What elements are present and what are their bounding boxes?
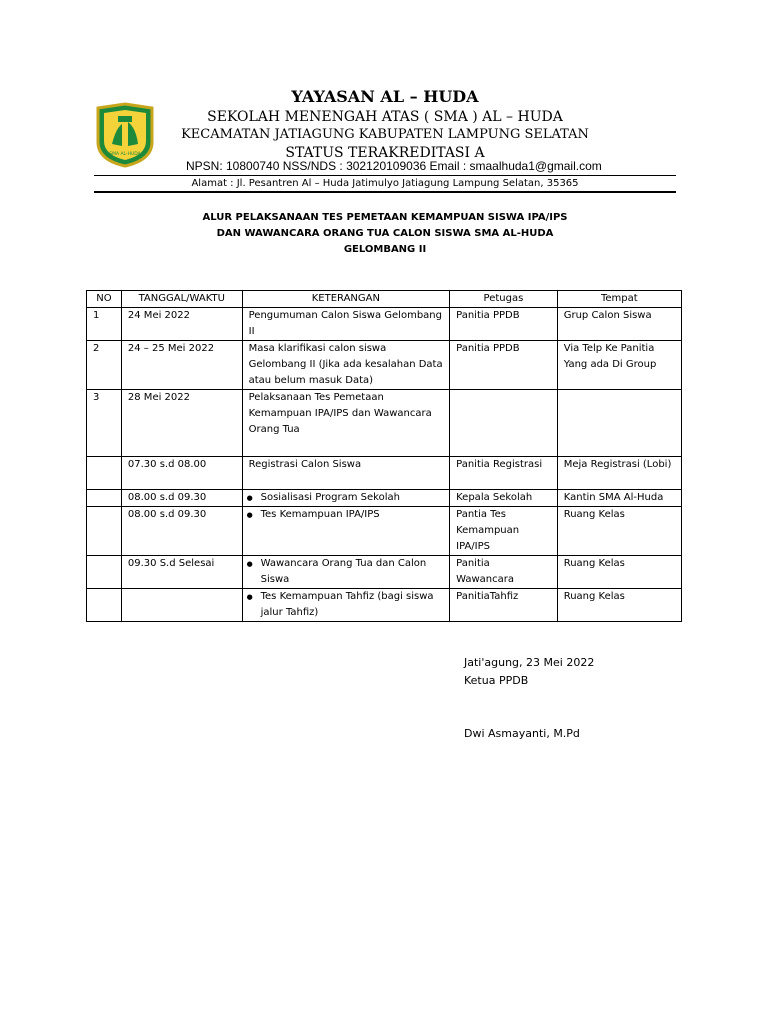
cell-no: 1 — [87, 308, 122, 341]
foundation-name: YAYASAN AL – HUDA — [291, 87, 479, 106]
svg-text:SMA AL-HUDA: SMA AL-HUDA — [109, 152, 141, 157]
title-line-2: DAN WAWANCARA ORANG TUA CALON SISWA SMA AL-HUDA — [216, 228, 554, 239]
table-row — [87, 490, 682, 507]
school-name: SEKOLAH MENENGAH ATAS ( SMA ) AL – HUDA — [207, 109, 563, 125]
cell-no — [87, 589, 122, 622]
signature-place-date: Jati'agung, 23 Mei 2022 — [464, 656, 595, 669]
cell-keterangan: Masa klarifikasi calon siswa Gelombang II (Jika ada kesalahan Data atau belum masuk Data) — [242, 341, 450, 390]
document-title — [94, 210, 676, 258]
signature-role: Ketua PPDB — [464, 674, 529, 687]
header-petugas: Petugas — [450, 291, 558, 308]
cell-waktu: 08.00 s.d 09.30 — [121, 507, 242, 556]
cell-keterangan: Registrasi Calon Siswa — [242, 457, 450, 490]
table-row — [87, 390, 682, 457]
cell-waktu: 24 – 25 Mei 2022 — [121, 341, 242, 390]
cell-keterangan: ● Tes Kemampuan Tahfiz (bagi siswa jalur Tahfiz) — [242, 589, 450, 622]
cell-tempat: Kantin SMA Al-Huda — [557, 490, 681, 507]
cell-keterangan: Pengumuman Calon Siswa Gelombang II — [242, 308, 450, 341]
cell-waktu: 08.00 s.d 09.30 — [121, 490, 242, 507]
table-header-row — [87, 291, 682, 308]
cell-no — [87, 507, 122, 556]
cell-petugas: Kepala Sekolah — [450, 490, 558, 507]
address-line: Alamat : Jl. Pesantren Al – Huda Jatimulyo Jatiagung Lampung Selatan, 35365 — [191, 178, 579, 189]
cell-no: 2 — [87, 341, 122, 390]
cell-tempat: Grup Calon Siswa — [557, 308, 681, 341]
school-logo — [94, 102, 156, 168]
cell-no — [87, 490, 122, 507]
cell-waktu: 09.30 S.d Selesai — [121, 556, 242, 589]
header-rule-bottom — [94, 191, 676, 193]
accreditation-status: STATUS TERAKREDITASI A — [285, 145, 485, 161]
cell-no — [87, 457, 122, 490]
signature-name: Dwi Asmayanti, M.Pd — [464, 727, 580, 740]
cell-waktu — [121, 589, 242, 622]
district-line: KECAMATAN JATIAGUNG KABUPATEN LAMPUNG SELATAN — [181, 127, 589, 142]
cell-petugas: Panitia Registrasi — [450, 457, 558, 490]
cell-no — [87, 556, 122, 589]
cell-waktu: 28 Mei 2022 — [121, 390, 242, 457]
table-row — [87, 556, 682, 589]
title-line-1: ALUR PELAKSANAAN TES PEMETAAN KEMAMPUAN SISWA IPA/IPS — [202, 212, 568, 223]
header-tempat: Tempat — [557, 291, 681, 308]
cell-no: 3 — [87, 390, 122, 457]
cell-petugas: Panitia PPDB — [450, 341, 558, 390]
cell-petugas: PanitiaTahfiz — [450, 589, 558, 622]
cell-tempat: Via Telp Ke Panitia Yang ada Di Group — [557, 341, 681, 390]
cell-tempat: Ruang Kelas — [557, 589, 681, 622]
cell-keterangan: Pelaksanaan Tes Pemetaan Kemampuan IPA/IPS dan Wawancara Orang Tua — [242, 390, 450, 457]
table-row — [87, 507, 682, 556]
title-line-3: GELOMBANG II — [343, 244, 427, 255]
table-row — [87, 589, 682, 622]
cell-keterangan: ● Wawancara Orang Tua dan Calon Siswa — [242, 556, 450, 589]
cell-tempat: Meja Registrasi (Lobi) — [557, 457, 681, 490]
cell-waktu: 07.30 s.d 08.00 — [121, 457, 242, 490]
cell-waktu: 24 Mei 2022 — [121, 308, 242, 341]
cell-petugas: Pantia Tes Kemampuan IPA/IPS — [450, 507, 558, 556]
cell-tempat: Ruang Kelas — [557, 556, 681, 589]
cell-tempat — [557, 390, 681, 457]
letterhead — [160, 86, 610, 162]
header-no: NO — [87, 291, 122, 308]
header-waktu: TANGGAL/WAKTU — [121, 291, 242, 308]
cell-tempat: Ruang Kelas — [557, 507, 681, 556]
table-row — [87, 457, 682, 490]
cell-keterangan: ● Tes Kemampuan IPA/IPS — [242, 507, 450, 556]
cell-petugas: Panitia PPDB — [450, 308, 558, 341]
cell-petugas — [450, 390, 558, 457]
table-row — [87, 341, 682, 390]
npsn-line: NPSN: 10800740 NSS/NDS : 302120109036 Email : smaalhuda1@gmail.com — [186, 159, 602, 173]
header-keterangan: KETERANGAN — [242, 291, 450, 308]
table-row — [87, 308, 682, 341]
cell-petugas: Panitia Wawancara — [450, 556, 558, 589]
schedule-table — [86, 290, 682, 622]
cell-keterangan: ● Sosialisasi Program Sekolah — [242, 490, 450, 507]
